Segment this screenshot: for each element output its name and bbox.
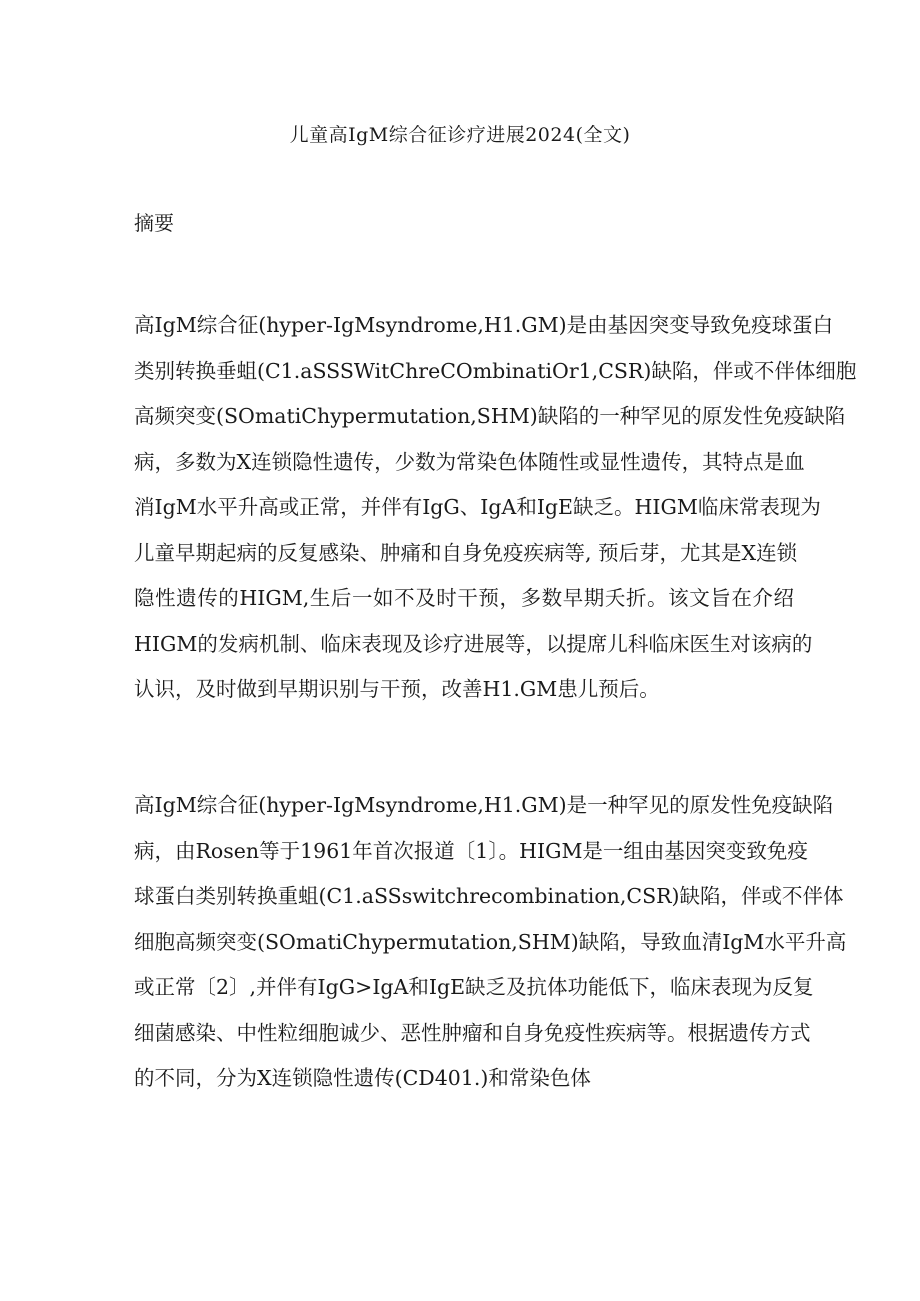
paragraph-line: 高频突变(SOmatiChypermutation,SHM)缺陷的一种罕见的原发性免疫缺陷	[134, 404, 846, 428]
paragraph-line: 球蛋白类别转换重蛆(C1.aSSswitchrecombination,CSR)缺陷，伴或不伴体	[134, 884, 844, 908]
paragraph-line: 高IgM综合征(hyper-IgMsyndrome,H1.GM)是由基因突变导致免疫球蛋白	[134, 313, 834, 337]
paragraph-line: 隐性遗传的HIGM,生后一如不及时干预，多数早期夭折。该文旨在介绍	[134, 586, 794, 610]
paragraph-line: 或正常〔2〕,并伴有IgG>IgA和IgE缺乏及抗体功能低下，临床表现为反复	[134, 975, 814, 999]
paragraph-line: HIGM的发病机制、临床表现及诊疗进展等，以提席儿科临床医生对该病的	[134, 631, 813, 656]
paragraph-line: 细胞高频突变(SOmatiChypermutation,SHM)缺陷，导致血清IgM水平升高	[134, 929, 847, 954]
intro-paragraph	[134, 783, 847, 1102]
paragraph-line: 的不同，分为X连锁隐性遗传(CD401.)和常染色体	[134, 1066, 591, 1090]
paragraph-line: 病，由Rosen等于1961年首次报道〔1〕。HIGM是一组由基因突变致免疫	[134, 838, 808, 863]
paragraph-line: 儿童早期起病的反复感染、肿痛和自身免疫疾病等, 预后芽，尤其是X连锁	[134, 540, 798, 565]
paragraph-line: 细菌感染、中性粒细胞诚少、恶性肿瘤和自身免疫性疾病等。根据遗传方式	[134, 1020, 811, 1045]
document-title: 儿童高IgM综合征诊疗进展2024(全文)	[289, 124, 631, 146]
abstract-heading: 摘要	[134, 211, 174, 235]
paragraph-line: 高IgM综合征(hyper-IgMsyndrome,H1.GM)是一种罕见的原发性免疫缺陷	[134, 793, 834, 817]
paragraph-line: 消IgM水平升高或正常，并伴有IgG、IgA和IgE缺乏。HIGM临床常表现为	[134, 495, 821, 519]
paragraph-line: 认识，及时做到早期识别与干预，改善H1.GM患儿预后。	[134, 677, 660, 701]
paragraph-line: 类别转换垂蛆(C1.aSSSWitChreCOmbinatiOr1,CSR)缺陷，伴或不伴体细胞	[134, 358, 857, 383]
paragraph-line: 病，多数为X连锁隐性遗传，少数为常染色体随性或显性遗传，其特点是血	[134, 449, 805, 474]
abstract-paragraph	[134, 303, 857, 713]
